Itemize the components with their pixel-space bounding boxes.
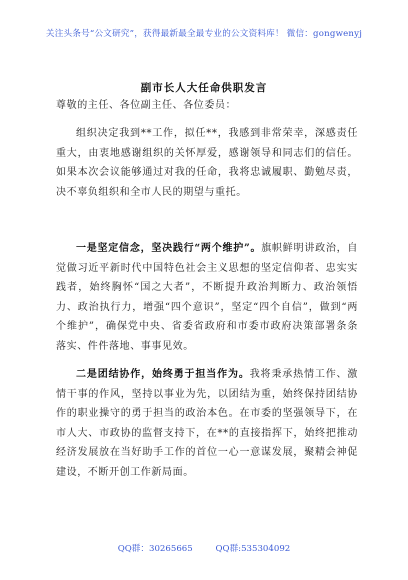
header-promo-note: 关注头条号“公文研究”，获得最新最全最专业的公文资料库！ 微信：gongwenyj [45, 29, 363, 39]
footer-qq-group-2: QQ群:535304092 [215, 544, 291, 554]
paragraph-point-one-lead: 一是坚定信念，坚决践行“两个维护”。 [76, 243, 262, 254]
footer-qq-group-1: QQ群：30265665 [117, 544, 193, 554]
paragraph-point-one [56, 239, 358, 356]
document-title: 副市长人大任命供职发言 [140, 82, 268, 94]
paragraph-intro: 组织决定我到**工作，拟任**，我感到非常荣幸，深感责任重大，由衷地感谢组织的关怀厚爱，感谢领导和同志们的信任。如果本次会议能够通过对我的任命，我将忠诚履职、勤勉尽责，决不辜负组织和全市人民的期望与重托。 [56, 128, 358, 198]
footer-qq-groups [0, 542, 408, 554]
paragraph-point-two [56, 365, 358, 482]
paragraph-point-two-body: 我将秉承热情工作、激情干事的作风，坚持以事业为先，以团结为重，始终保持团结协作的职业操守的勇于担当的政治本色。在市委的坚强领导下，在市人大、市政协的监督支持下，在**的直接指挥下，始终把推动经济发展放在当好助手工作的首位一心一意谋发展，聚精会神促建设，不断开创工作新局面。 [56, 369, 359, 478]
paragraph-point-one-body: 旗帜鲜明讲政治，自觉做习近平新时代中国特色社会主义思想的坚定信仰者、忠实实践者，始终胸怀“国之大者”，不断提升政治判断力、政治领悟力、政治执行力，增强“四个意识”，坚定“四个自信”，做到“两个维护”，确保党中央、省委省政府和市委市政府决策部署条条落实、件件落地、事事见效。 [56, 243, 358, 352]
paragraph-point-two-lead: 二是团结协作，始终勇于担当作为。 [76, 369, 250, 380]
salutation: 尊敬的主任、各位副主任、各位委员： [56, 100, 237, 111]
